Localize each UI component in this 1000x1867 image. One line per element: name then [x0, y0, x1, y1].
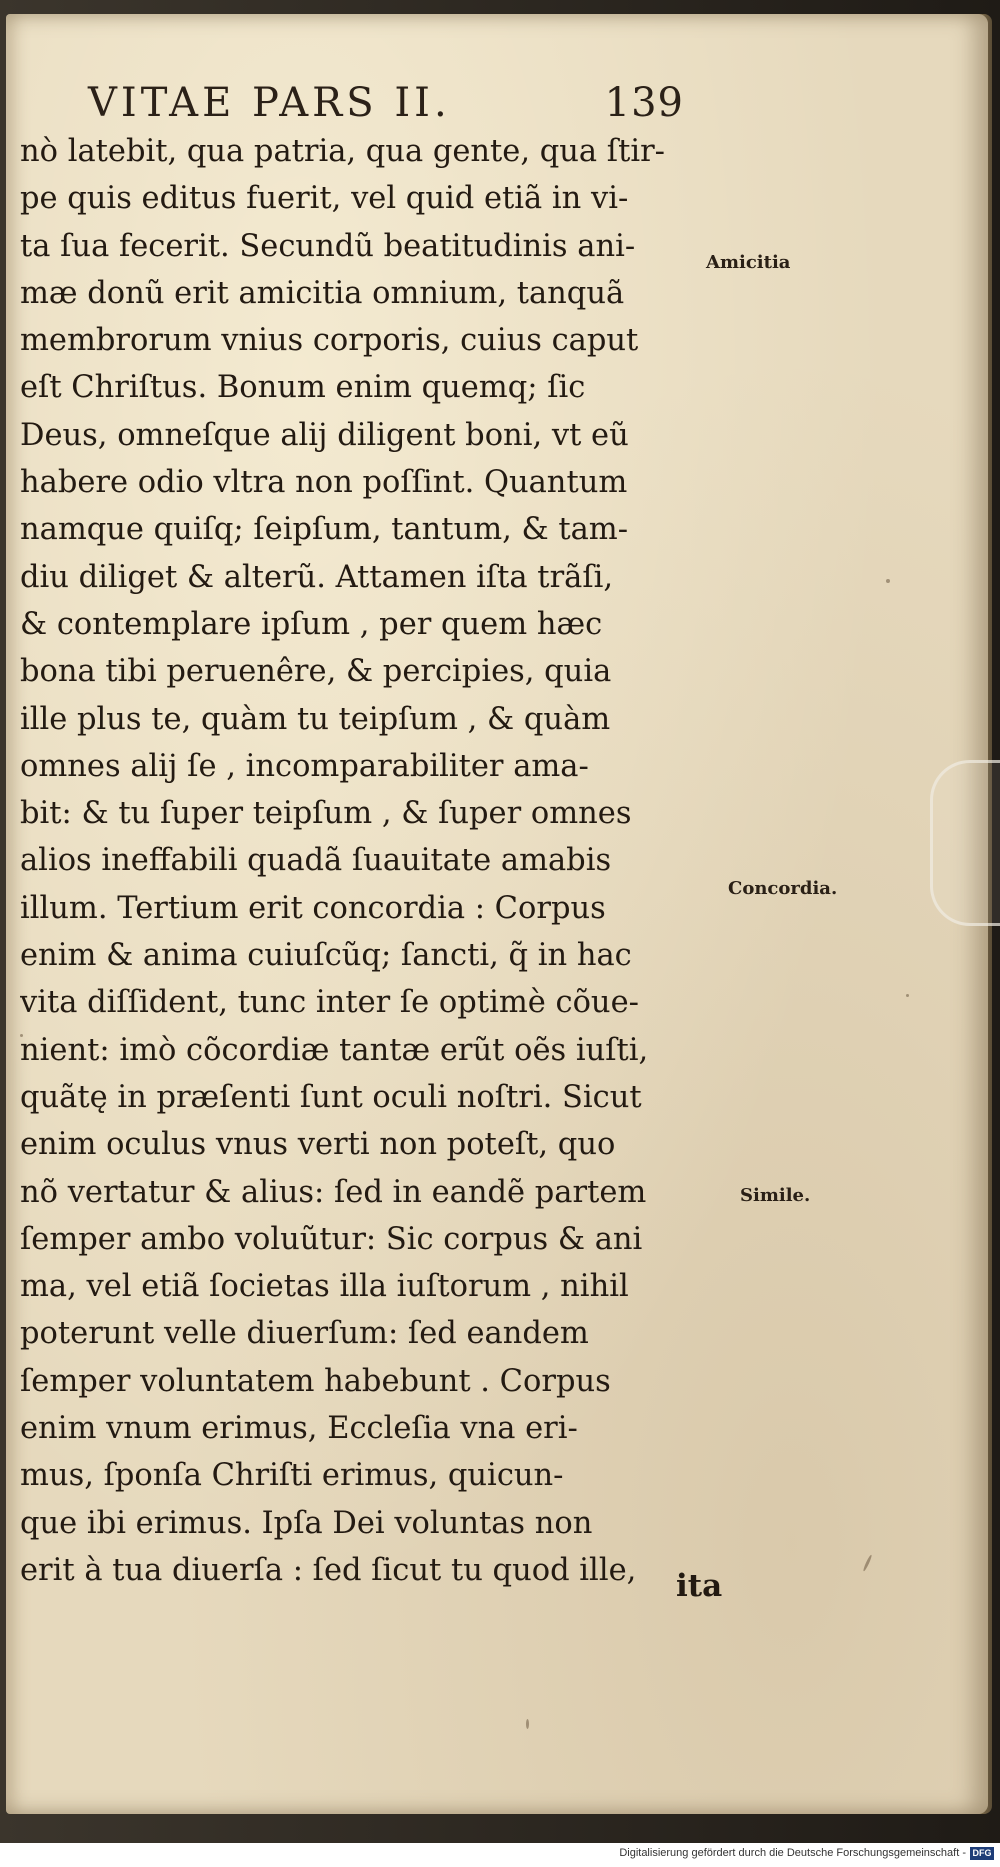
page-clip [930, 760, 1000, 926]
text-line: ſemper voluntatem habebunt . Corpus [20, 1363, 611, 1399]
text-line: mæ donũ erit amicitia omnium, tanquã [20, 275, 625, 311]
text-line: diu diliget & alterũ. Attamen iſta trãſi, [20, 559, 614, 595]
text-line: illum. Tertium erit concordia : Corpus [20, 890, 606, 926]
text-line: quãtę in præſenti ſunt oculi noſtri. Sicut [20, 1079, 642, 1115]
text-line: nõ vertatur & alius: ſed in eandẽ partem [20, 1174, 647, 1210]
text-line: enim & anima cuiuſcũq; ſancti, q̃ in hac [20, 938, 632, 974]
text-line: omnes alij ſe , incomparabiliter ama- [20, 748, 589, 784]
text-line: namque quiſq; ſeipſum, tantum, & tam- [20, 512, 629, 548]
text-line: & contemplare ipſum , per quem hæc [20, 606, 603, 642]
text-line: bona tibi peruenêre, & percipies, quia [20, 654, 612, 690]
text-line: nient: imò cõcordiæ tantæ erũt oẽs iuſti, [20, 1032, 649, 1068]
text-line: enim vnum erimus, Eccleſia vna eri- [20, 1411, 578, 1447]
text-line: que ibi erimus. Ipſa Dei voluntas non [20, 1505, 593, 1541]
body-text [20, 128, 740, 1594]
page-number: 139 [604, 80, 684, 126]
footer-credit: Digitalisierung gefördert durch die Deutsche Forschungsgemeinschaft - [619, 1847, 966, 1859]
text-line: enim oculus vnus verti non poteſt, quo [20, 1127, 616, 1163]
margin-note-simile: Simile. [740, 1185, 811, 1206]
text-line: ſemper ambo voluũtur: Sic corpus & ani [20, 1221, 643, 1257]
text-line: ta ſua fecerit. Secundũ beatitudinis ani- [20, 228, 636, 264]
catchword: ita [676, 1568, 723, 1604]
text-line: erit à tua diuerſa : ſed ſicut tu quod ille, [20, 1552, 637, 1588]
running-title: VITAE PARS II. [88, 80, 451, 126]
text-line: pe quis editus fuerit, vel quid etiã in vi- [20, 181, 629, 217]
text-line: bit: & tu ſuper teipſum , & ſuper omnes [20, 796, 632, 832]
digitization-footer [0, 1843, 1000, 1867]
margin-note-concordia: Concordia. [728, 878, 838, 899]
text-line: Deus, omneſque alij diligent boni, vt eũ [20, 417, 629, 453]
text-line: vita diſſident, tunc inter ſe optimè cõue- [20, 985, 639, 1021]
text-line: membrorum vnius corporis, cuius caput [20, 323, 639, 359]
margin-note-amicitia: Amicitia [706, 252, 791, 273]
text-line: alios ineffabili quadã ſuauitate amabis [20, 843, 612, 879]
text-line: nò latebit, qua patria, qua gente, qua ſtir- [20, 134, 665, 169]
text-line: mus, ſponſa Chriſti erimus, quicun- [20, 1458, 564, 1494]
text-line: habere odio vltra non poſſint. Quantum [20, 465, 628, 501]
text-line: eſt Chriſtus. Bonum enim quemq; ſic [20, 370, 586, 406]
dfg-logo-icon: DFG [970, 1847, 994, 1860]
text-line: ille plus te, quàm tu teipſum , & quàm [20, 701, 611, 737]
text-line: ma, vel etiã ſocietas illa iuſtorum , nihil [20, 1269, 629, 1305]
text-line: poterunt velle diuerſum: ſed eandem [20, 1316, 589, 1352]
